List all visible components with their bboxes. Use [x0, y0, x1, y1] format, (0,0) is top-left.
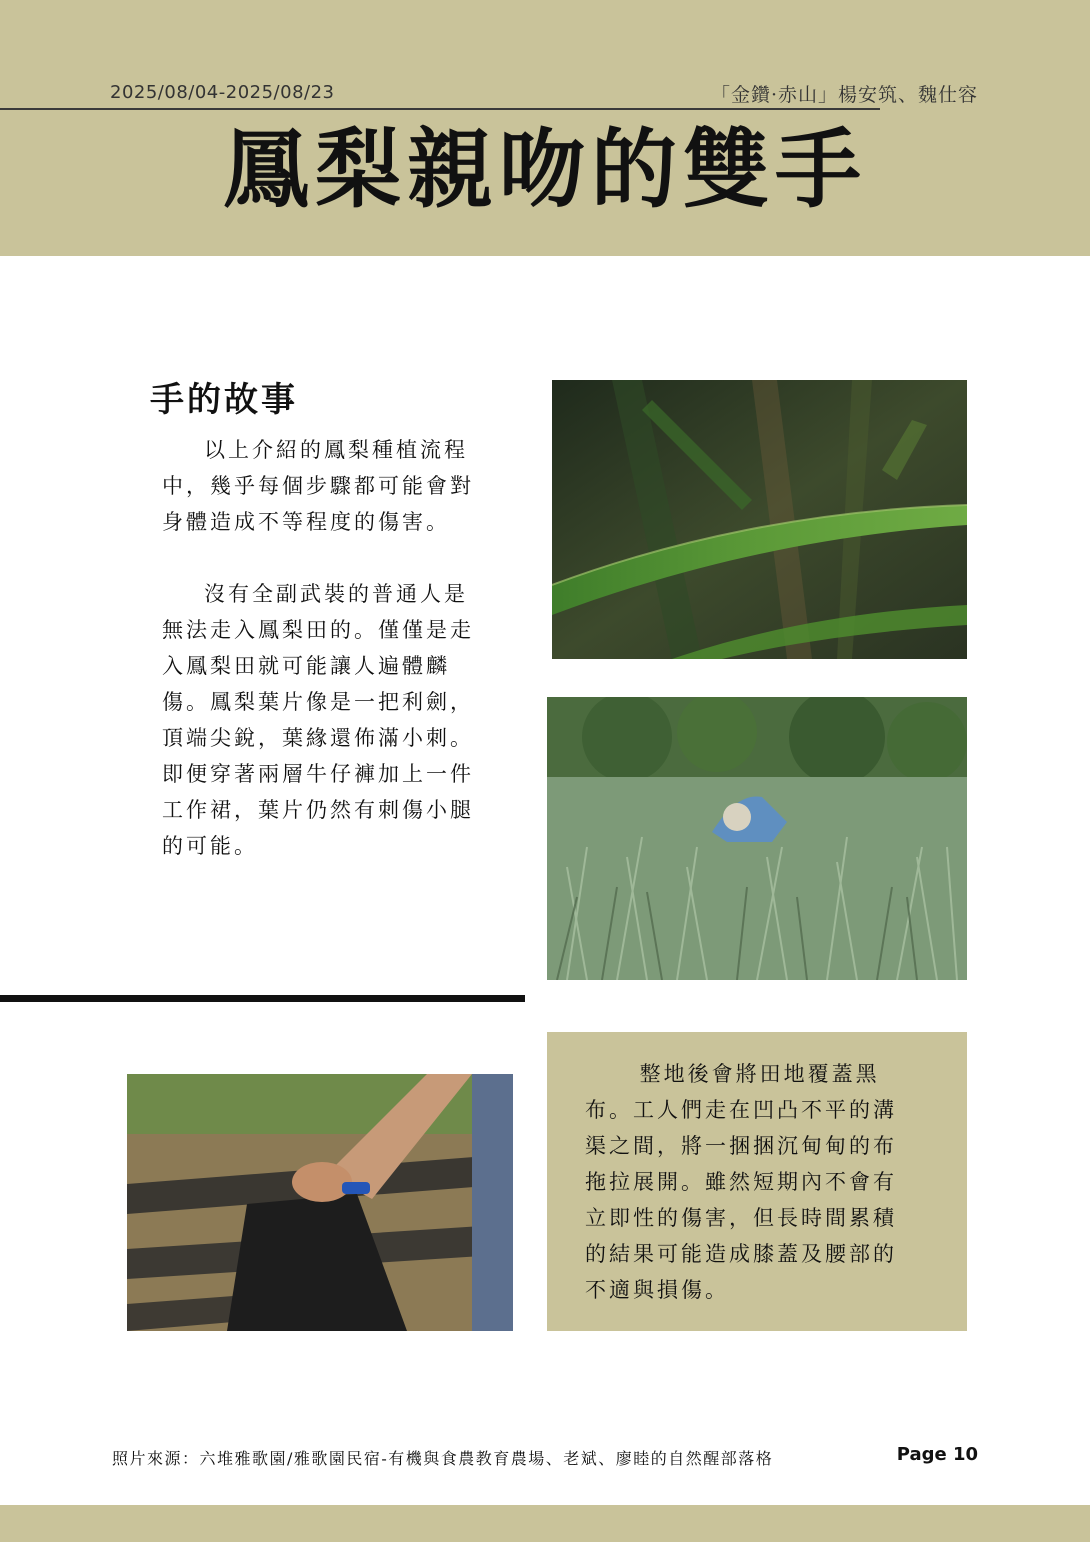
story-body: [162, 432, 474, 900]
section-heading: 手的故事: [150, 380, 298, 420]
date-range: 2025/08/04-2025/08/23: [110, 82, 335, 103]
header-band: [0, 0, 1090, 256]
authors: 「金鑽·赤山」楊安筑、魏仕容: [710, 84, 978, 106]
caption-text: 整地後會將田地覆蓋黑布。工人們走在凹凸不平的溝渠之間，將一捆捆沉甸甸的布拖拉展開。雖然短期內不會有立即性的傷害，但長時間累積的結果可能造成膝蓋及腰部的不適與損傷。: [585, 1062, 897, 1302]
hands-cloth-photo: [127, 1074, 513, 1331]
story-paragraph: 沒有全副武裝的普通人是無法走入鳳梨田的。僅僅是走入鳳梨田就可能讓人遍體麟傷。鳳梨葉片像是一把利劍，頂端尖銳，葉緣還佈滿小刺。即便穿著兩層牛仔褲加上一件工作裙，葉片仍然有刺傷小腿的可能。: [162, 582, 474, 858]
header-divider: [0, 108, 880, 110]
photo-source: 照片來源：六堆雅歌園/雅歌園民宿-有機與食農教育農場、老斌、廖睦的自然醒部落格: [112, 1449, 774, 1468]
section-divider: [0, 995, 525, 1002]
pineapple-leaf-photo: [552, 380, 967, 659]
pineapple-field-photo: [547, 697, 967, 980]
page-title: 鳳梨親吻的雙手: [223, 119, 867, 220]
story-paragraph: 以上介紹的鳳梨種植流程中，幾乎每個步驟都可能會對身體造成不等程度的傷害。: [162, 438, 474, 534]
page-number: Page 10: [896, 1444, 978, 1465]
caption-box: [547, 1032, 967, 1331]
footer-band: [0, 1505, 1090, 1542]
